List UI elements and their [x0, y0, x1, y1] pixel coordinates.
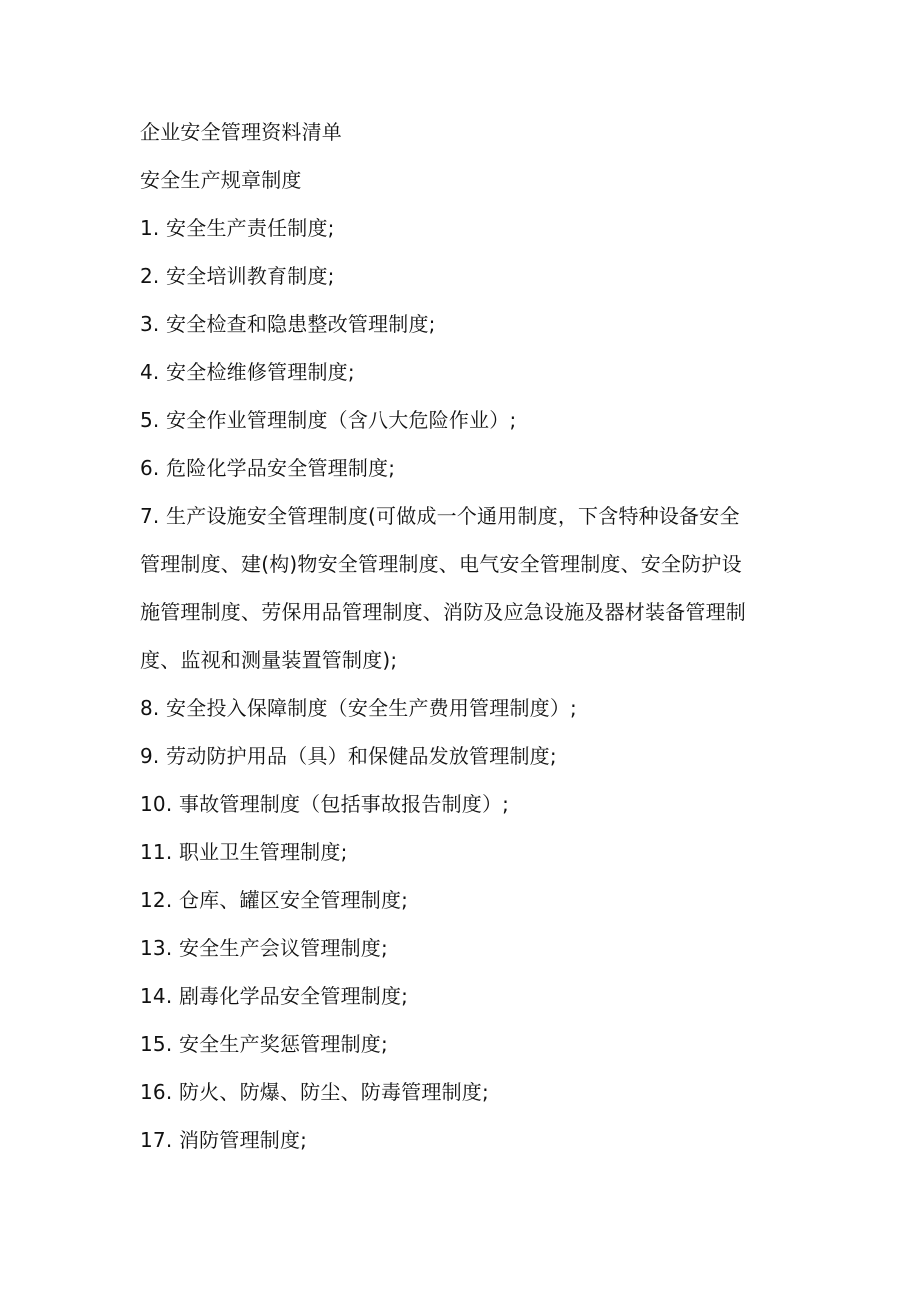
list-item — [140, 1020, 788, 1068]
list-item — [140, 348, 788, 396]
list-item-text: 4. 安全检维修管理制度; — [140, 360, 355, 384]
list-item-multiline — [140, 492, 788, 684]
list-item-text-continued: 施管理制度、劳保用品管理制度、消防及应急设施及器材装备管理制 — [140, 600, 746, 624]
list-item-text: 16. 防火、防爆、防尘、防毒管理制度; — [140, 1080, 489, 1104]
list-item — [140, 1116, 788, 1164]
document-page — [140, 108, 788, 1164]
list-item — [140, 204, 788, 252]
list-item-text-continued: 管理制度、建(构)物安全管理制度、电气安全管理制度、安全防护设 — [140, 552, 742, 576]
list-item-text: 12. 仓库、罐区安全管理制度; — [140, 888, 409, 912]
list-item — [140, 732, 788, 780]
list-item-text: 15. 安全生产奖惩管理制度; — [140, 1032, 388, 1056]
list-item-text: 7. 生产设施安全管理制度(可做成一个通用制度，下含特种设备安全 — [140, 504, 740, 528]
list-item — [140, 444, 788, 492]
list-item — [140, 684, 788, 732]
list-item-text: 14. 剧毒化学品安全管理制度; — [140, 984, 409, 1008]
list-item — [140, 300, 788, 348]
list-item — [140, 396, 788, 444]
list-item-text: 10. 事故管理制度（包括事故报告制度）; — [140, 792, 510, 816]
list-item — [140, 1068, 788, 1116]
document-title: 企业安全管理资料清单 — [140, 120, 342, 144]
list-item-text: 9. 劳动防护用品（具）和保健品发放管理制度; — [140, 744, 557, 768]
list-item-text: 13. 安全生产会议管理制度; — [140, 936, 388, 960]
list-item-text: 17. 消防管理制度; — [140, 1128, 308, 1152]
list-item — [140, 924, 788, 972]
list-item — [140, 252, 788, 300]
list-item-text-continued: 度、监视和测量装置管制度); — [140, 648, 398, 672]
list-item — [140, 828, 788, 876]
list-item — [140, 972, 788, 1020]
list-item — [140, 780, 788, 828]
list-item-text: 2. 安全培训教育制度; — [140, 264, 335, 288]
list-item-text: 5. 安全作业管理制度（含八大危险作业）; — [140, 408, 517, 432]
list-item-text: 11. 职业卫生管理制度; — [140, 840, 348, 864]
list-item-text: 1. 安全生产责任制度; — [140, 216, 335, 240]
list-item-text: 8. 安全投入保障制度（安全生产费用管理制度）; — [140, 696, 577, 720]
section-heading: 安全生产规章制度 — [140, 168, 302, 192]
list-item-text: 6. 危险化学品安全管理制度; — [140, 456, 396, 480]
list-item — [140, 876, 788, 924]
list-item-text: 3. 安全检查和隐患整改管理制度; — [140, 312, 436, 336]
